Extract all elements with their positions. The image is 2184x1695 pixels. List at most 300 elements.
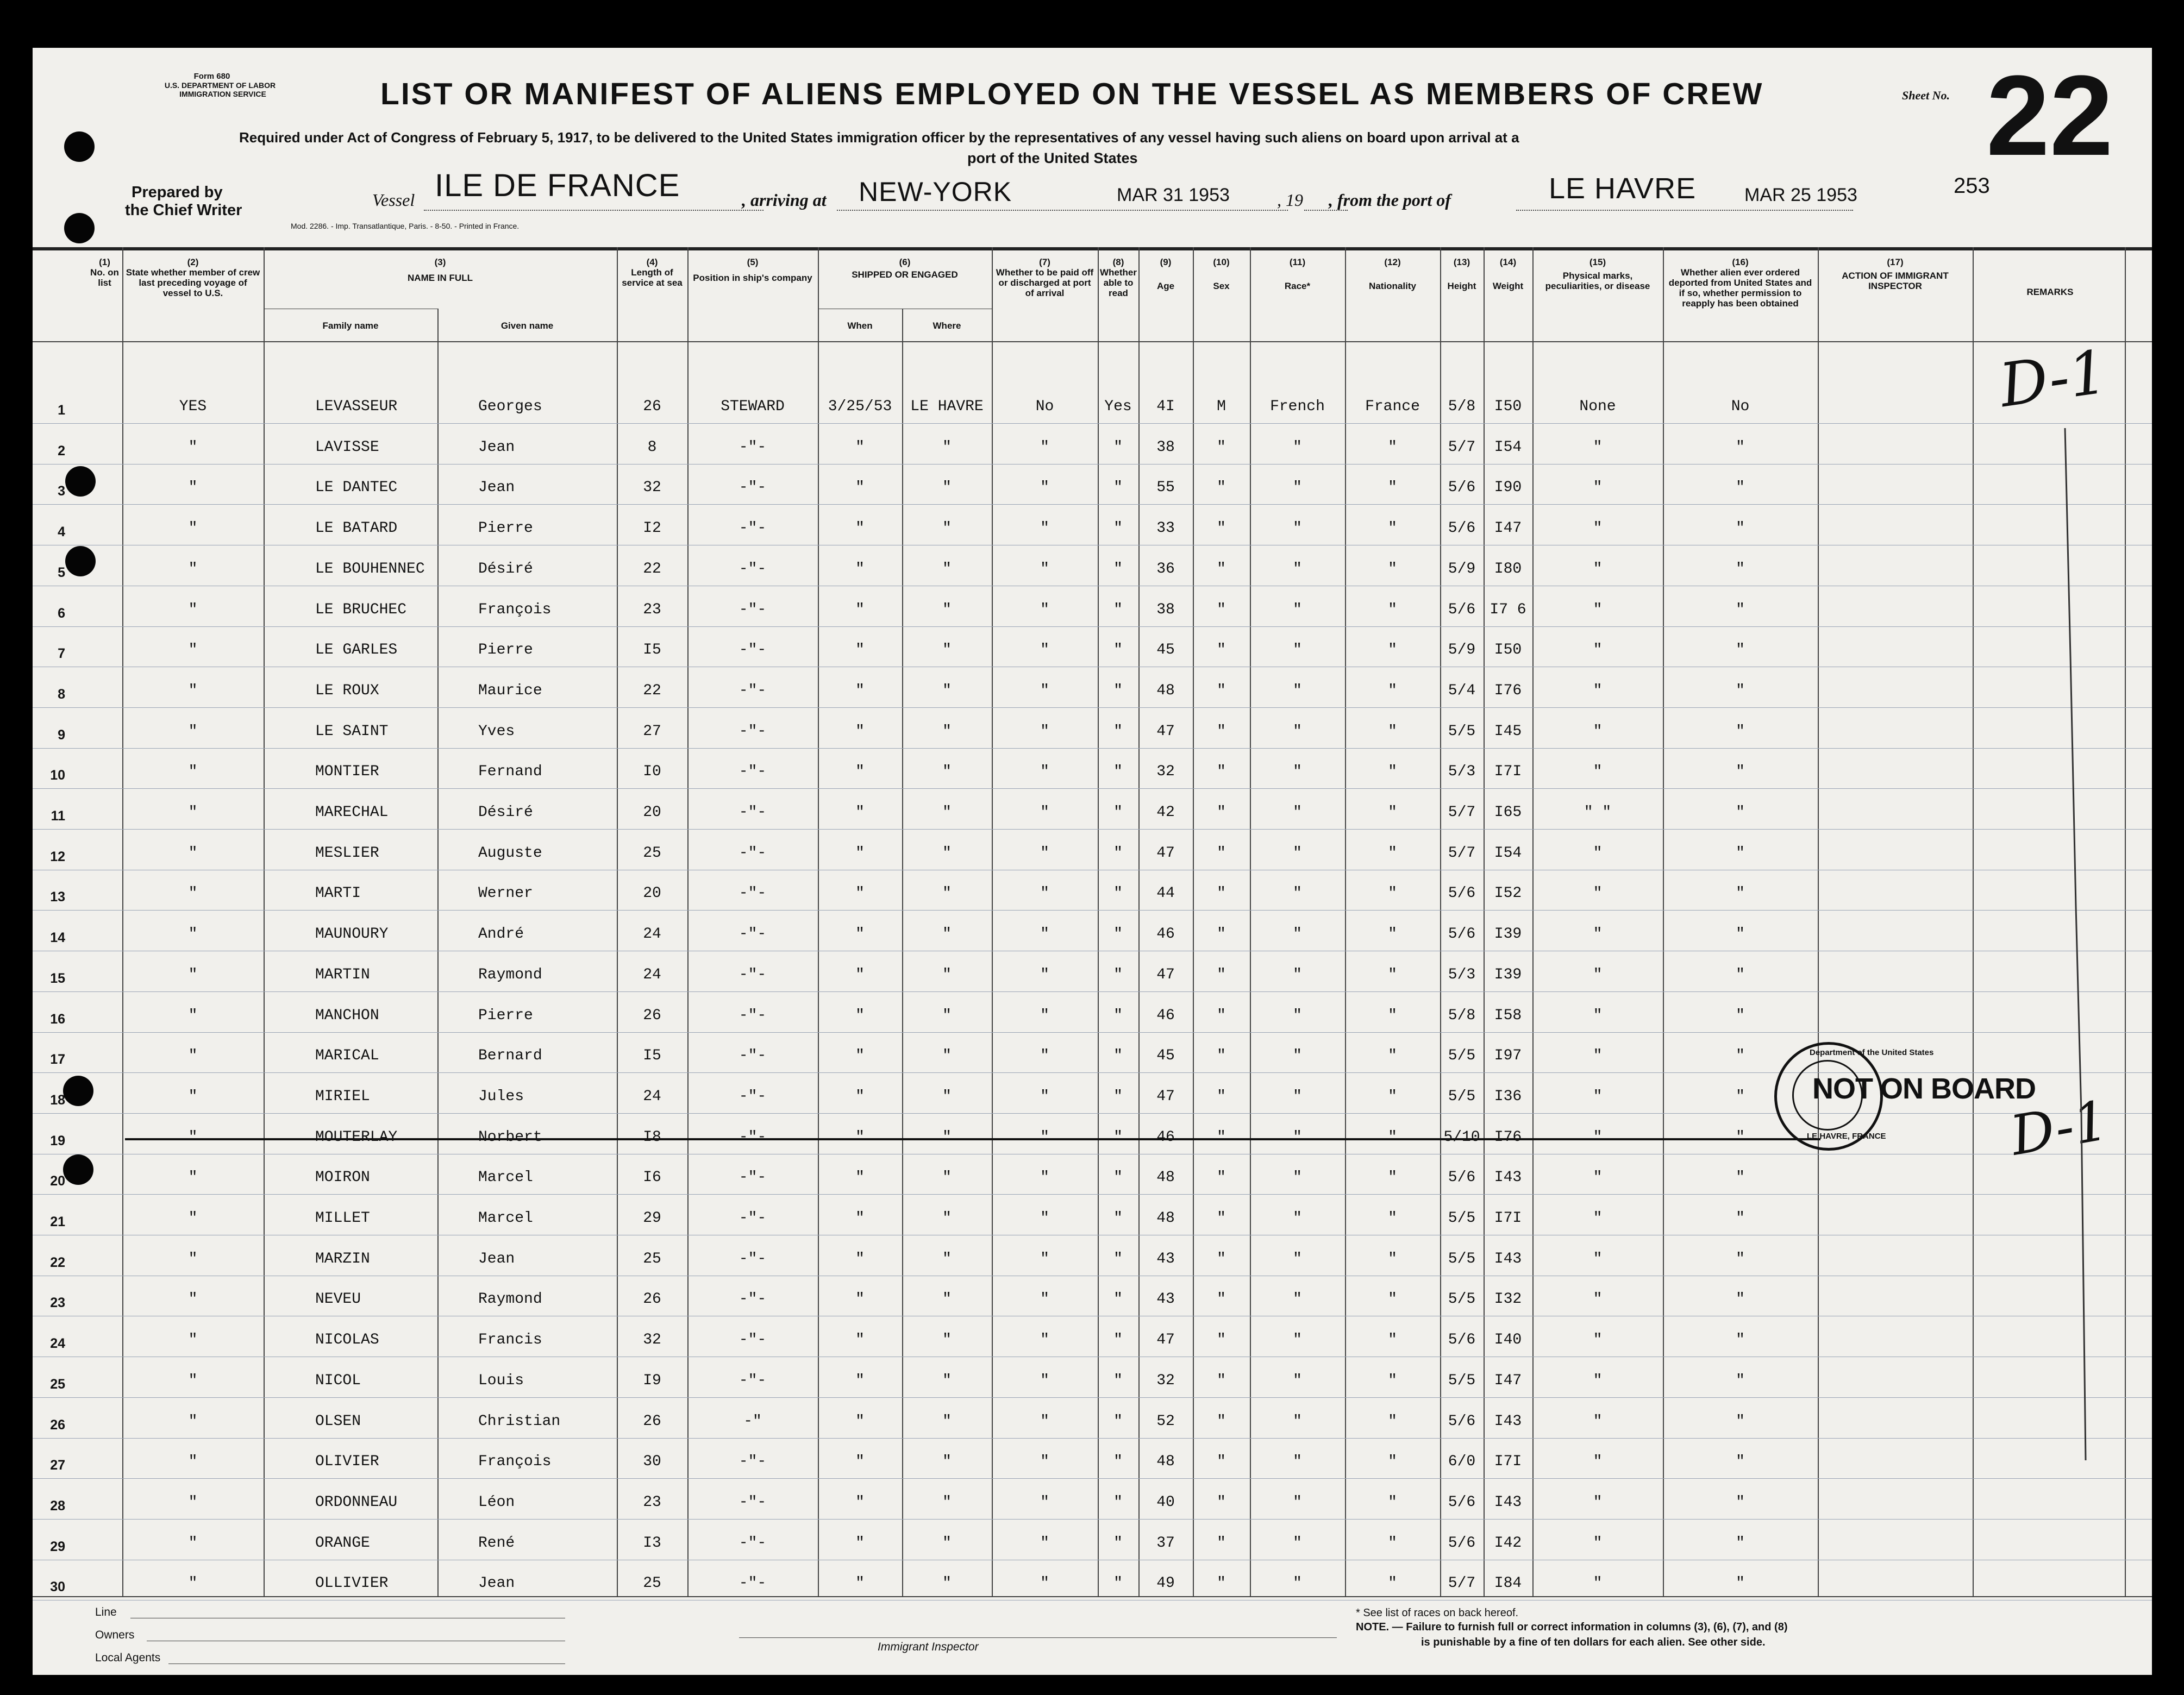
cell-given: Jean [478,479,515,497]
footer-note-star: * See list of races on back hereof. [1356,1607,1519,1619]
cell-prev: " [188,1047,198,1065]
cell-service: 24 [643,926,661,943]
cell-position: -"- [739,520,767,537]
cell-marks: " [1593,479,1603,497]
cell-nat: " [1388,885,1397,902]
cell-marks: " [1593,1372,1603,1389]
row-number: 14 [50,930,65,946]
cell-family: MARTI [315,885,361,902]
cell-position: -"- [739,560,767,577]
cell-when: " [855,1047,865,1065]
col-12-header [1345,257,1440,291]
cell-when: " [855,479,865,497]
row-number: 8 [58,686,65,702]
cell-prev: " [188,844,198,862]
cell-given: Louis [478,1372,524,1389]
cell-deported: " [1736,885,1745,902]
cell-height: 5/5 [1448,1372,1476,1389]
row-rule [33,1194,2152,1195]
cell-paid: " [1040,642,1049,659]
cell-marks: " [1593,1088,1603,1105]
vessel-name: ILE DE FRANCE [435,168,680,203]
cell-service: 26 [643,1412,661,1430]
cell-marks: " [1593,885,1603,902]
cell-paid: " [1040,1332,1049,1349]
col-5-num: (5) [747,257,759,267]
cell-prev: " [188,642,198,659]
cell-read: " [1113,1453,1123,1471]
cell-sex: " [1217,479,1226,497]
cell-prev: " [188,438,198,456]
form-number: Form 680 [193,72,230,81]
cell-given: Werner [478,885,533,902]
cell-sex: " [1217,601,1226,618]
cell-marks: " [1593,560,1603,577]
form-subtitle: Required under Act of Congress of February 5, 1917, to be delivered to the United States immigration officer by the representatives of any vessel having such aliens on board upon arrival at a [239,129,1519,146]
cell-given: Bernard [478,1047,542,1065]
arriving-underline [837,210,1288,211]
row-number: 26 [50,1417,65,1433]
cell-deported: " [1736,804,1745,821]
cell-deported: " [1736,560,1745,577]
col-17-num: (17) [1887,257,1904,267]
cell-paid: " [1040,1575,1049,1592]
row-number: 7 [58,646,65,662]
cell-weight: I76 [1494,1128,1522,1146]
col-3-num: (3) [434,257,446,267]
cell-when: " [855,966,865,983]
cell-when: " [855,1250,865,1267]
cell-where: " [942,1128,952,1146]
cell-age: 38 [1156,601,1175,618]
col-9-num: (9) [1160,257,1172,267]
cell-service: 26 [643,1291,661,1308]
cell-position: -"- [739,1291,767,1308]
cell-race: " [1293,601,1302,618]
cell-service: 8 [647,438,657,456]
cell-prev: " [188,1169,198,1186]
col-15-label: Physical marks, peculiarities, or disease [1545,271,1650,291]
cell-age: 4I [1156,398,1175,415]
cell-read: " [1113,682,1123,699]
cell-paid: " [1040,885,1049,902]
cell-family: MARECHAL [315,804,389,821]
cell-given: François [478,1453,552,1471]
cell-paid: " [1040,1291,1049,1308]
cell-position: -"- [739,763,767,781]
cell-race: " [1293,1534,1302,1552]
cell-prev: " [188,763,198,781]
cell-service: 32 [643,1332,661,1349]
cell-deported: " [1736,1332,1745,1349]
cell-weight: I7I [1494,1453,1522,1471]
sheet-number: 22 [1986,52,2113,179]
row-number: 6 [58,605,65,621]
cell-age: 47 [1156,966,1175,983]
cell-race: " [1293,1047,1302,1065]
row-rule [33,626,2152,627]
cell-nat: " [1388,1210,1397,1227]
cell-sex: " [1217,763,1226,781]
footer-line-label: Line [95,1606,117,1618]
col-3a-header: Family name [322,321,379,331]
cell-marks: " [1593,1453,1603,1471]
col-11-label: Race* [1284,281,1311,291]
cell-nat: " [1388,1575,1397,1592]
cell-service: 25 [643,1575,661,1592]
not-on-board-stamp: NOT ON BOARD [1812,1072,2036,1105]
cell-deported: " [1736,1291,1745,1308]
cell-race: " [1293,1128,1302,1146]
mod-line: Mod. 2286. - Imp. Transatlantique, Paris. - 8-50. - Printed in France. [291,222,520,230]
arriving-label: , arriving at [742,190,827,210]
row-number: 21 [50,1214,65,1229]
row-number: 17 [50,1052,65,1068]
from-port-label: , from the port of [1329,190,1451,210]
stamp-city: LE HAVRE, FRANCE [1807,1132,1886,1141]
remarks-pencil-line [1989,428,2098,1493]
cell-height: 5/6 [1448,479,1476,497]
cell-sex: " [1217,1493,1226,1511]
col-9-label: Age [1156,281,1175,291]
cell-sex: " [1217,1047,1226,1065]
cell-when: " [855,1534,865,1552]
col-11-num: (11) [1289,257,1306,267]
cell-race: " [1293,723,1302,740]
cell-sex: " [1217,804,1226,821]
cell-when: " [855,1453,865,1471]
cell-read: " [1113,642,1123,659]
cell-prev: " [188,926,198,943]
col-9-header [1138,257,1193,291]
cell-family: NICOLAS [315,1332,379,1349]
cell-family: OLSEN [315,1412,361,1430]
cell-given: Marcel [478,1210,533,1227]
row-number: 29 [50,1539,65,1554]
cell-service: 26 [643,398,661,415]
col-8-num: (8) [1112,257,1124,267]
cell-height: 5/6 [1448,1493,1476,1511]
cell-family: LE BOUHENNEC [315,560,425,577]
cell-position: -"- [739,601,767,618]
cell-weight: I90 [1494,479,1522,497]
cell-position: -"- [739,966,767,983]
cell-race: " [1293,1575,1302,1592]
cell-age: 48 [1156,1453,1175,1471]
cell-where: " [942,1332,952,1349]
cell-read: " [1113,1575,1123,1592]
col-6-num: (6) [899,257,911,267]
cell-nat: " [1388,520,1397,537]
cell-read: " [1113,1493,1123,1511]
cell-service: I0 [643,763,661,781]
cell-race: " [1293,885,1302,902]
cell-weight: I47 [1494,520,1522,537]
cell-position: STEWARD [721,398,785,415]
col-14-num: (14) [1499,257,1517,267]
cell-nat: " [1388,1007,1397,1024]
cell-read: " [1113,1169,1123,1186]
cell-when: " [855,1493,865,1511]
cell-service: 29 [643,1210,661,1227]
cell-nat: " [1388,1250,1397,1267]
cell-service: I2 [643,520,661,537]
cell-read: " [1113,1088,1123,1105]
cell-deported: " [1736,1047,1745,1065]
row-number: 28 [50,1498,65,1514]
vessel-underline [424,210,764,211]
cell-nat: " [1388,1128,1397,1146]
cell-read: " [1113,1250,1123,1267]
cell-marks: " [1593,1169,1603,1186]
row-number: 23 [50,1295,65,1311]
cell-race: " [1293,844,1302,862]
cell-family: MARICAL [315,1047,379,1065]
cell-marks: " [1593,520,1603,537]
cell-given: Maurice [478,682,542,699]
cell-race: " [1293,1210,1302,1227]
cell-family: MARZIN [315,1250,370,1267]
cell-sex: " [1217,1575,1226,1592]
cell-family: LE ROUX [315,682,379,699]
cell-nat: " [1388,560,1397,577]
cell-deported: " [1736,479,1745,497]
cell-where: " [942,1250,952,1267]
cell-marks: " [1593,926,1603,943]
cell-nat: " [1388,642,1397,659]
cell-nat: " [1388,926,1397,943]
cell-position: -"- [739,1575,767,1592]
cell-weight: I80 [1494,560,1522,577]
cell-deported: " [1736,844,1745,862]
cell-prev: " [188,1291,198,1308]
cell-deported: " [1736,1412,1745,1430]
col-5-label: Position in ship's company [693,273,812,283]
col-1-num: (1) [99,257,110,267]
cell-service: 27 [643,723,661,740]
cell-when: " [855,1372,865,1389]
col-10-header [1193,257,1250,291]
cell-marks: " [1593,966,1603,983]
col-8-label: Whether able to read [1100,267,1137,298]
row-rule [33,1478,2152,1479]
cell-when: 3/25/53 [828,398,892,415]
cell-nat: " [1388,1412,1397,1430]
cell-when: " [855,560,865,577]
cell-race: " [1293,1412,1302,1430]
cell-read: " [1113,763,1123,781]
cell-service: 20 [643,885,661,902]
cell-race: " [1293,1169,1302,1186]
cell-sex: " [1217,723,1226,740]
cell-weight: I39 [1494,966,1522,983]
cell-position: -"- [739,1493,767,1511]
cell-paid: " [1040,1493,1049,1511]
cell-age: 32 [1156,763,1175,781]
cell-paid: " [1040,1250,1049,1267]
cell-height: 5/7 [1448,844,1476,862]
row-number: 16 [50,1011,65,1027]
cell-sex: " [1217,1128,1226,1146]
cell-position: -"- [739,1332,767,1349]
cell-paid: " [1040,682,1049,699]
cell-deported: " [1736,601,1745,618]
cell-deported: " [1736,926,1745,943]
cell-where: " [942,804,952,821]
row-number: 25 [50,1376,65,1392]
cell-paid: " [1040,1210,1049,1227]
cell-family: MANCHON [315,1007,379,1024]
cell-weight: I42 [1494,1534,1522,1552]
cell-age: 33 [1156,520,1175,537]
cell-where: " [942,1575,952,1592]
cell-service: I5 [643,1047,661,1065]
remarks-row1: D-1 [1995,336,2112,421]
cell-race: " [1293,438,1302,456]
cell-age: 48 [1156,1210,1175,1227]
col-divider [1973,247,1974,1596]
prepared-by-label [125,184,242,219]
cell-deported: " [1736,1493,1745,1511]
footer-agents-label: Local Agents [95,1652,161,1664]
cell-where: " [942,601,952,618]
cell-age: 36 [1156,560,1175,577]
cell-when: " [855,1575,865,1592]
cell-marks: " [1593,1007,1603,1024]
cell-family: LE DANTEC [315,479,398,497]
cell-paid: " [1040,560,1049,577]
cell-when: " [855,885,865,902]
footer-note-1: NOTE. — Failure to furnish full or correct information in columns (3), (6), (7), and (8) [1356,1621,1788,1633]
cell-position: -"- [739,1047,767,1065]
cell-read: " [1113,844,1123,862]
cell-height: 5/5 [1448,1047,1476,1065]
cell-deported: " [1736,1088,1745,1105]
from-underline [1516,210,1853,211]
row-rule [33,829,2152,830]
cell-position: -"- [739,1372,767,1389]
cell-paid: " [1040,438,1049,456]
cell-race: " [1293,1250,1302,1267]
cell-family: LE GARLES [315,642,398,659]
cell-paid: " [1040,1534,1049,1552]
cell-read: " [1113,560,1123,577]
cell-paid: " [1040,1128,1049,1146]
cell-prev: " [188,1453,198,1471]
cell-weight: I58 [1494,1007,1522,1024]
cell-height: 5/10 [1443,1128,1480,1146]
cell-nat: " [1388,966,1397,983]
cell-read: " [1113,1534,1123,1552]
footer-owners-label: Owners [95,1629,135,1641]
cell-nat: France [1365,398,1420,415]
cell-paid: " [1040,479,1049,497]
cell-family: LE BRUCHEC [315,601,407,618]
cell-deported: " [1736,1534,1745,1552]
cell-marks: " " [1584,804,1612,821]
stamp-ring-text: Department of the United States [1810,1048,1934,1057]
row-rule [33,1032,2152,1033]
cell-height: 5/5 [1448,1250,1476,1267]
cell-age: 47 [1156,1088,1175,1105]
cell-where: " [942,885,952,902]
col-14-header [1484,257,1532,291]
cell-where: " [942,1047,952,1065]
cell-where: " [942,1007,952,1024]
cell-nat: " [1388,723,1397,740]
cell-family: MONTIER [315,763,379,781]
cell-weight: I7I [1494,1210,1522,1227]
col-10-label: Sex [1213,281,1230,291]
cell-deported: " [1736,1453,1745,1471]
cell-age: 52 [1156,1412,1175,1430]
cell-age: 48 [1156,1169,1175,1186]
cell-height: 5/6 [1448,926,1476,943]
cell-family: LEVASSEUR [315,398,398,415]
col-12-num: (12) [1384,257,1401,267]
prepared-by-line1: Prepared by [132,184,223,201]
cell-given: Pierre [478,1007,533,1024]
cell-prev: " [188,560,198,577]
cell-weight: I52 [1494,885,1522,902]
cell-paid: " [1040,601,1049,618]
cell-height: 5/7 [1448,804,1476,821]
cell-position: -"- [739,1453,767,1471]
cell-when: " [855,1007,865,1024]
cell-paid: " [1040,1372,1049,1389]
cell-height: 5/7 [1448,438,1476,456]
cell-prev: " [188,479,198,497]
cell-height: 5/5 [1448,1291,1476,1308]
cell-given: Désiré [478,560,533,577]
cell-age: 42 [1156,804,1175,821]
cell-weight: I97 [1494,1047,1522,1065]
cell-weight: I84 [1494,1575,1522,1592]
cell-deported: " [1736,1575,1745,1592]
cell-marks: " [1593,1047,1603,1065]
cell-position: -"- [739,1088,767,1105]
row-rule [33,1438,2152,1439]
cell-weight: I65 [1494,804,1522,821]
cell-age: 37 [1156,1534,1175,1552]
row-rule [33,748,2152,749]
cell-where: " [942,763,952,781]
cell-when: " [855,1332,865,1349]
row-rule [33,910,2152,911]
col-divider [437,309,439,1596]
cell-marks: " [1593,1332,1603,1349]
cell-deported: " [1736,1007,1745,1024]
cell-given: Jean [478,1575,515,1592]
cell-prev: " [188,601,198,618]
cell-prev: " [188,1210,198,1227]
col-15-num: (15) [1589,257,1606,267]
col-3-label: NAME IN FULL [408,273,473,283]
col-7-header [994,257,1095,298]
col-3b-header: Given name [500,321,554,331]
remarks-row20: D-1 [2006,1088,2113,1168]
cell-prev: " [188,723,198,740]
prepared-by-line2: the Chief Writer [125,202,242,219]
cell-nat: " [1388,1291,1397,1308]
cell-age: 38 [1156,438,1175,456]
cell-height: 5/3 [1448,966,1476,983]
cell-service: I3 [643,1534,661,1552]
col-10-num: (10) [1213,257,1230,267]
col-2-num: (2) [187,257,199,267]
row-number: 24 [50,1336,65,1352]
cell-deported: " [1736,1210,1745,1227]
